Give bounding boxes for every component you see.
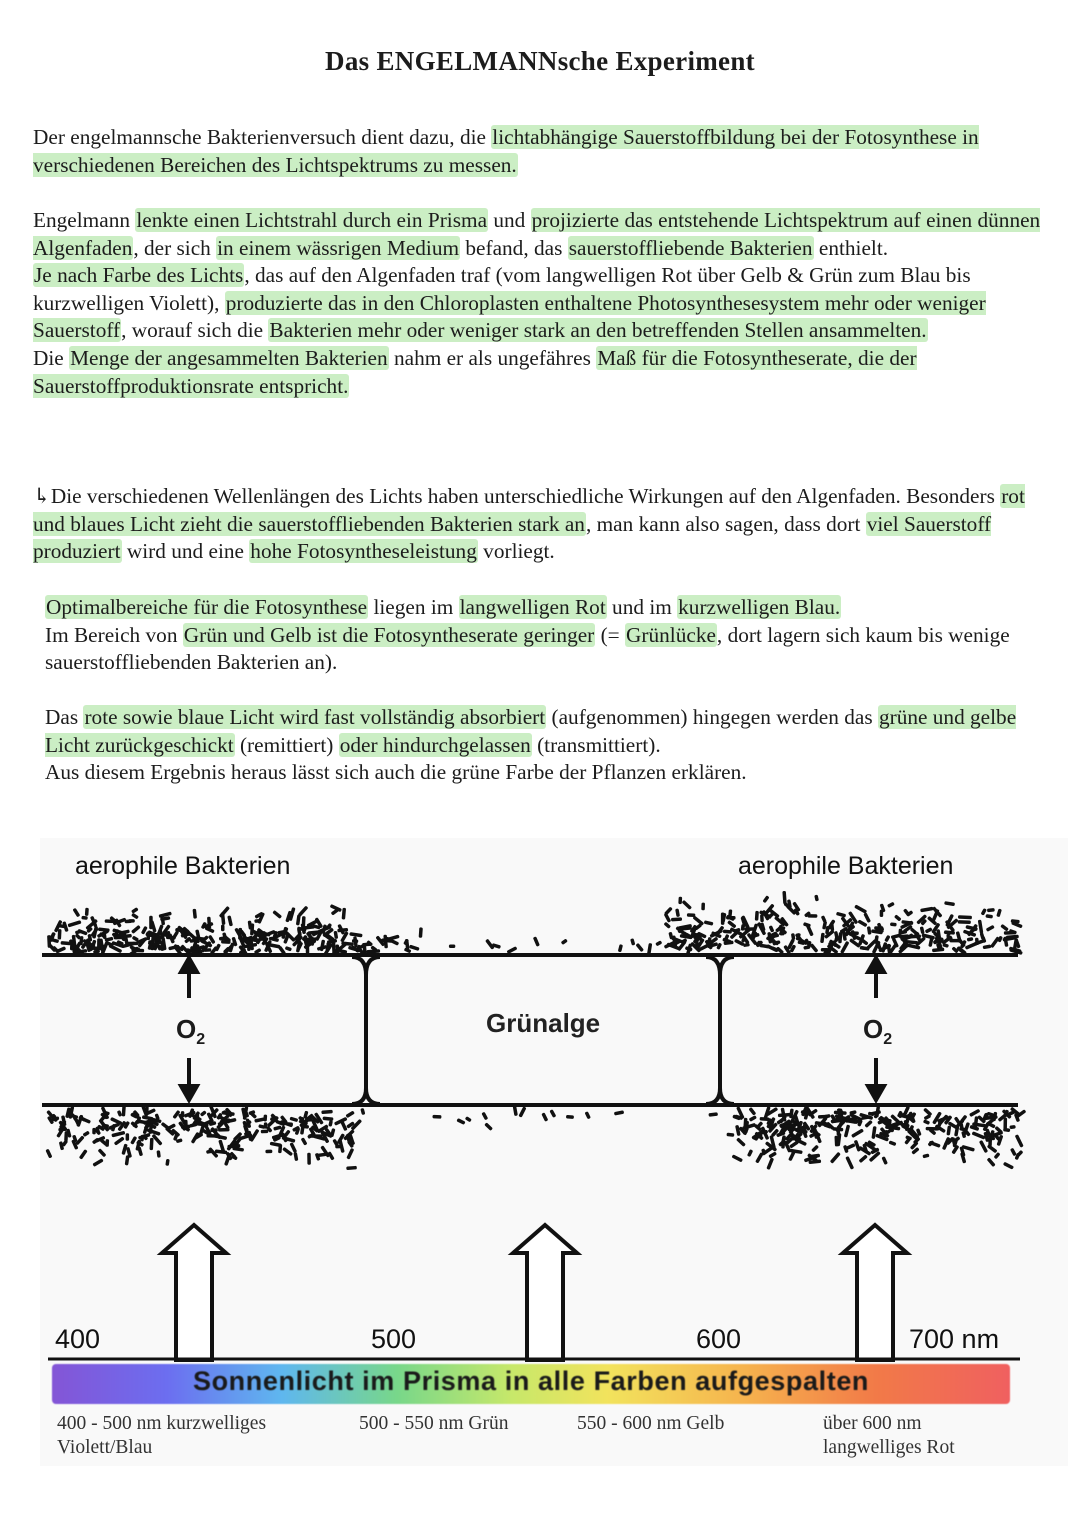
highlight: Bakterien mehr oder weniger stark an den betreffenden Stellen ansammelten. bbox=[269, 318, 927, 343]
text: (= bbox=[595, 622, 626, 647]
highlight: rote sowie blaue Licht wird fast vollständig absorbiert bbox=[84, 705, 546, 729]
bacterium bbox=[820, 933, 825, 944]
bacterium bbox=[925, 927, 933, 933]
bacterium bbox=[864, 1120, 873, 1128]
bacterium bbox=[149, 1138, 153, 1150]
bacterium bbox=[635, 943, 644, 952]
bacterium bbox=[352, 939, 359, 943]
bacterium bbox=[465, 1116, 472, 1122]
bacterium bbox=[958, 915, 972, 919]
bacterium bbox=[142, 1115, 154, 1121]
highlight: grüne und gelbe Licht zurückgeschickt bbox=[45, 705, 1017, 757]
bacterium bbox=[328, 1120, 333, 1127]
o2-subscript: 2 bbox=[196, 1031, 206, 1049]
bacterium bbox=[298, 932, 302, 938]
bacterium bbox=[561, 938, 568, 945]
bacterium bbox=[305, 1118, 312, 1122]
highlight: hohe Fotosyntheseleistung bbox=[250, 539, 477, 564]
text: , der sich bbox=[133, 235, 217, 260]
bacterium bbox=[929, 1141, 941, 1148]
highlight: langwelligen Rot bbox=[459, 595, 606, 619]
bacterium bbox=[898, 929, 902, 936]
tick-500: 500 bbox=[371, 1324, 417, 1354]
text: Aus diesem Ergebnis heraus lässt sich auch die grüne Farbe der Pflanzen erklären. bbox=[45, 760, 747, 785]
bacterium bbox=[983, 944, 992, 949]
bacterium bbox=[238, 928, 242, 940]
bacterium bbox=[481, 1112, 488, 1121]
bacterium bbox=[837, 1128, 841, 1136]
bacterium bbox=[830, 1152, 841, 1164]
bacterium bbox=[549, 1109, 556, 1118]
legend-red: über 600 nm langwelliges Rot bbox=[823, 1413, 955, 1458]
bacterium bbox=[837, 1109, 841, 1117]
bacterium bbox=[346, 1148, 354, 1160]
label-alga: Grünalge bbox=[486, 1008, 601, 1038]
bacterium bbox=[857, 919, 867, 927]
bacterium bbox=[736, 1137, 746, 1147]
bacterium bbox=[844, 1124, 850, 1137]
text: Die bbox=[33, 345, 70, 370]
highlight: oder hindurchgelassen bbox=[339, 732, 531, 757]
bacterium bbox=[67, 920, 81, 927]
highlight: Menge der angesammelten Bakterien bbox=[70, 345, 388, 370]
bacterium bbox=[884, 935, 890, 943]
text: , man kann also sagen, dass dort bbox=[585, 511, 866, 536]
bacterium bbox=[854, 904, 867, 913]
bacterium bbox=[533, 936, 540, 946]
text: liegen im bbox=[368, 595, 459, 619]
text: vorliegt. bbox=[477, 539, 555, 564]
bacterium bbox=[894, 914, 902, 921]
highlight: kurzwelligen Blau. bbox=[678, 595, 841, 619]
bacterium bbox=[755, 911, 759, 921]
bacterium bbox=[285, 946, 292, 952]
highlight: sauerstoffliebende Bakterien bbox=[568, 235, 813, 260]
bacterium bbox=[692, 915, 704, 925]
bacterium bbox=[1004, 931, 1016, 935]
bacterium bbox=[972, 1131, 986, 1139]
bacterium bbox=[360, 1108, 365, 1115]
bacterium bbox=[1000, 924, 1009, 932]
tick-600: 600 bbox=[696, 1324, 742, 1354]
bacterium bbox=[136, 1119, 148, 1124]
bacterium bbox=[987, 908, 995, 912]
label-bacteria-left: aerophile Bakterien bbox=[75, 852, 291, 880]
legend-yellow: 550 - 600 nm Gelb bbox=[577, 1413, 725, 1434]
highlight: Grün und Gelb ist die Fotosyntheserate geringer bbox=[183, 622, 595, 647]
bacterium bbox=[272, 910, 282, 919]
bacterium bbox=[72, 908, 80, 918]
highlight: rot und blaues Licht zieht die sauerstoffliebenden Bakterien stark an bbox=[33, 484, 1025, 536]
text: Der engelmannsche Bakterienversuch dient dazu, die bbox=[33, 125, 492, 149]
o2-symbol: O bbox=[863, 1014, 884, 1044]
bacterium bbox=[335, 1145, 341, 1149]
highlight: Optimalbereiche für die Fotosynthese bbox=[46, 595, 368, 619]
bacterium bbox=[749, 1115, 757, 1122]
bacterium bbox=[145, 1106, 149, 1115]
bacterium bbox=[860, 946, 867, 950]
text: befand, das bbox=[460, 235, 568, 260]
bacterium bbox=[342, 908, 346, 920]
bacterium bbox=[149, 916, 153, 930]
bacterium bbox=[156, 1150, 160, 1158]
bacterium bbox=[332, 940, 336, 953]
bacterium bbox=[98, 927, 110, 932]
bacterium bbox=[221, 940, 231, 944]
bacterium bbox=[221, 925, 225, 932]
bacterium bbox=[890, 922, 897, 926]
bacterium bbox=[960, 1152, 966, 1163]
bacterium bbox=[307, 1153, 311, 1165]
legend-violet: 400 - 500 nm kurzwelliges Violett/Blau bbox=[57, 1413, 267, 1458]
bacterium bbox=[1003, 1128, 1010, 1132]
text: ↳Die verschiedenen Wellenlängen des Lichts haben unterschiedliche Wirkungen auf den Algenfaden. Besonders bbox=[33, 484, 1001, 508]
bacterium bbox=[566, 1115, 574, 1119]
label-bacteria-right: aerophile Bakterien bbox=[738, 852, 954, 880]
bacterium bbox=[340, 1120, 348, 1131]
bacterium bbox=[349, 932, 362, 937]
bacterium bbox=[664, 922, 672, 929]
bacterium bbox=[889, 1140, 897, 1146]
bacterium bbox=[748, 1107, 756, 1116]
bacterium bbox=[769, 925, 775, 932]
text: Das bbox=[45, 705, 84, 729]
bacterium bbox=[781, 928, 785, 935]
bacterium bbox=[614, 1110, 624, 1115]
bacterium bbox=[762, 895, 769, 903]
bacterium bbox=[851, 1128, 864, 1138]
bacterium bbox=[838, 932, 842, 943]
bacterium bbox=[281, 1136, 295, 1143]
bacterium bbox=[58, 929, 62, 940]
bacterium bbox=[675, 908, 680, 917]
bacterium bbox=[704, 920, 714, 925]
bacterium bbox=[996, 908, 1002, 917]
bacterium bbox=[1009, 1125, 1015, 1129]
bacterium bbox=[987, 1157, 996, 1167]
highlight: produzierte das in den Chloroplasten enthaltene Photosynthesesystem mehr oder weniger Sauerstoff bbox=[33, 290, 986, 343]
bacterium bbox=[301, 1137, 308, 1145]
bacterium bbox=[979, 1140, 988, 1153]
highlight: Je nach Farbe des Lichts bbox=[34, 263, 244, 288]
bacterium bbox=[131, 907, 139, 914]
bacterium bbox=[56, 946, 67, 953]
bacterium bbox=[85, 908, 89, 916]
bacterium bbox=[958, 920, 971, 924]
bacterium bbox=[135, 949, 144, 953]
bacterium bbox=[111, 1131, 125, 1138]
bacterium bbox=[803, 945, 810, 950]
bacterium bbox=[77, 929, 88, 936]
bacterium bbox=[334, 931, 339, 939]
bacterium bbox=[980, 932, 985, 940]
text: (transmittiert). bbox=[531, 732, 661, 757]
o2-subscript: 2 bbox=[883, 1031, 893, 1049]
bacterium bbox=[125, 919, 133, 923]
bacterium bbox=[920, 907, 934, 913]
text: (aufgenommen) hingegen werden das bbox=[546, 705, 878, 729]
bacterium bbox=[987, 1144, 998, 1153]
highlight: Maß für die Fotosyntheserate, die der Sauerstoffproduktionsrate entspricht. bbox=[33, 345, 917, 398]
bacterium bbox=[289, 1117, 298, 1123]
bacterium bbox=[944, 901, 955, 906]
bacterium bbox=[117, 1110, 122, 1117]
bacterium bbox=[811, 1145, 819, 1153]
highlight: lichtabhängige Sauerstoffbildung bei der Fotosynthese in verschiedenen Bereichen des Lichtspektrums zu messen. bbox=[33, 125, 979, 177]
bacterium bbox=[131, 913, 139, 920]
bacterium bbox=[618, 944, 623, 952]
bacterium bbox=[923, 1119, 930, 1125]
bacterium bbox=[513, 1106, 518, 1117]
bacterium bbox=[585, 1111, 591, 1119]
bacterium bbox=[981, 908, 987, 916]
bacterium bbox=[346, 1166, 357, 1170]
bacterium bbox=[298, 906, 309, 917]
bacterium bbox=[326, 942, 330, 950]
bacterium bbox=[449, 945, 455, 949]
bacterium bbox=[146, 931, 150, 940]
bacterium bbox=[978, 920, 984, 934]
bacterium bbox=[859, 1154, 868, 1163]
bacterium bbox=[200, 1110, 207, 1117]
bacterium bbox=[994, 1152, 1001, 1159]
bacterium bbox=[867, 926, 872, 935]
text: , worauf sich die bbox=[121, 318, 269, 343]
bacterium bbox=[289, 1142, 297, 1153]
light-arrows bbox=[162, 1225, 907, 1360]
bacterium bbox=[668, 932, 673, 940]
tick-700: 700 nm bbox=[909, 1324, 1000, 1354]
highlight: projizierte das entstehende Lichtspektrum auf einen dünnen Algenfaden bbox=[33, 208, 1041, 260]
bacterium bbox=[932, 947, 944, 952]
text: und bbox=[488, 208, 531, 232]
bacterium bbox=[920, 926, 925, 934]
highlight: viel Sauerstoff produziert bbox=[33, 511, 992, 564]
bacterium bbox=[321, 1110, 333, 1114]
bacterium bbox=[79, 1149, 88, 1160]
text: , das auf den Algenfaden traf (vom langwelligen Rot über Gelb & Grün zum Blau bis kurzwelligen Violett), bbox=[33, 263, 971, 315]
bacterium bbox=[432, 1115, 441, 1119]
spectrum-label: Sonnenlicht im Prisma in alle Farben aufgespalten bbox=[192, 1366, 870, 1396]
bacterium bbox=[105, 919, 115, 923]
bacterium bbox=[967, 937, 974, 942]
bacterium bbox=[766, 1157, 774, 1170]
text: (remittiert) bbox=[234, 732, 339, 757]
text: , dort lagern sich kaum bis wenige sauerstoffliebenden Bakterien an). bbox=[45, 622, 1010, 675]
bacterium bbox=[881, 1156, 887, 1165]
bacterium bbox=[456, 1118, 465, 1125]
bacterium bbox=[419, 927, 423, 938]
document-title: Das ENGELMANNsche Experiment bbox=[325, 46, 755, 76]
bacterium bbox=[682, 900, 692, 910]
bacterium bbox=[887, 902, 895, 908]
text: Im Bereich von bbox=[45, 622, 183, 647]
bacterium bbox=[926, 1127, 939, 1131]
bacterium bbox=[975, 938, 979, 946]
bacterium bbox=[840, 941, 849, 954]
bacterium bbox=[985, 914, 993, 919]
bacterium bbox=[810, 943, 819, 953]
bacterium bbox=[282, 1147, 293, 1156]
label-o2-right bbox=[863, 1014, 892, 1049]
bacterium bbox=[254, 1117, 265, 1123]
bacterium bbox=[218, 1128, 230, 1132]
bacterium bbox=[818, 1115, 829, 1119]
bacterium bbox=[131, 925, 141, 934]
bacterium bbox=[227, 915, 233, 926]
bacterium bbox=[193, 909, 197, 919]
bacterium bbox=[130, 1136, 137, 1145]
bacterium bbox=[126, 1133, 130, 1140]
bacterium bbox=[1003, 1162, 1014, 1170]
bacterium bbox=[210, 1128, 218, 1132]
bacterium bbox=[507, 946, 518, 954]
bacterium bbox=[484, 1122, 493, 1131]
bacterium bbox=[334, 1117, 348, 1126]
bacterium bbox=[727, 920, 737, 929]
bacterium bbox=[122, 1105, 126, 1116]
bacterium bbox=[1015, 1134, 1024, 1148]
highlight: lenkte einen Lichtstrahl durch ein Prisma bbox=[136, 208, 488, 232]
bacterium bbox=[81, 916, 88, 920]
text: wird und eine bbox=[121, 539, 250, 564]
bacterium bbox=[518, 1106, 526, 1117]
text: Engelmann bbox=[33, 208, 136, 232]
highlight: Grünlücke bbox=[626, 622, 716, 647]
bacterium bbox=[836, 912, 846, 918]
text: enthielt. bbox=[813, 235, 889, 260]
bacterium bbox=[263, 1115, 267, 1122]
bacterium bbox=[721, 913, 725, 925]
bacterium bbox=[655, 940, 662, 946]
bacterium bbox=[747, 1149, 753, 1157]
bacterium bbox=[863, 912, 871, 923]
bacterium bbox=[814, 895, 819, 902]
legend-green: 500 - 550 nm Grün bbox=[359, 1413, 509, 1434]
label-o2-left bbox=[176, 1014, 205, 1049]
bacterium bbox=[630, 938, 635, 945]
bacterium bbox=[165, 1159, 169, 1166]
bacterium bbox=[261, 1130, 269, 1134]
bacterium bbox=[871, 1126, 876, 1139]
bacterium bbox=[265, 1150, 272, 1154]
bacterium bbox=[726, 1133, 734, 1137]
bacterium bbox=[845, 1156, 854, 1170]
bacterium bbox=[45, 1149, 52, 1159]
text: und im bbox=[606, 595, 678, 619]
bacterium bbox=[1010, 1148, 1017, 1157]
bacterium bbox=[541, 1112, 548, 1121]
bacterium bbox=[708, 1112, 718, 1117]
bacterium bbox=[293, 1152, 298, 1161]
text: nahm er als ungefähres bbox=[388, 345, 597, 370]
bacterium bbox=[821, 948, 829, 952]
o2-symbol: O bbox=[176, 1014, 197, 1044]
highlight: in einem wässrigen Medium bbox=[217, 235, 460, 260]
bacterium bbox=[732, 1154, 743, 1162]
bacterium bbox=[98, 1148, 107, 1157]
bacterium bbox=[83, 1131, 90, 1137]
bacterium bbox=[345, 1111, 354, 1119]
bacterium bbox=[701, 903, 705, 911]
bacterium bbox=[678, 897, 682, 904]
bacterium bbox=[137, 1146, 143, 1156]
bacterium bbox=[58, 1127, 66, 1131]
bacterium bbox=[248, 920, 253, 929]
bacterium bbox=[768, 1151, 777, 1158]
bacterium bbox=[922, 1153, 929, 1158]
bacterium bbox=[64, 1131, 68, 1141]
bacterium bbox=[114, 1136, 125, 1145]
bacterium bbox=[946, 1125, 951, 1135]
bacterium bbox=[990, 936, 1000, 948]
tick-400: 400 bbox=[55, 1324, 101, 1354]
bacterium bbox=[986, 925, 995, 932]
bacterium bbox=[664, 913, 672, 923]
color-spectrum bbox=[52, 1364, 1010, 1404]
bacterium bbox=[92, 1158, 103, 1167]
bacterium bbox=[213, 1134, 227, 1140]
bacterium bbox=[322, 1116, 333, 1121]
bacterium bbox=[735, 1125, 741, 1136]
bacterium bbox=[782, 891, 786, 904]
bacterium bbox=[671, 917, 682, 921]
